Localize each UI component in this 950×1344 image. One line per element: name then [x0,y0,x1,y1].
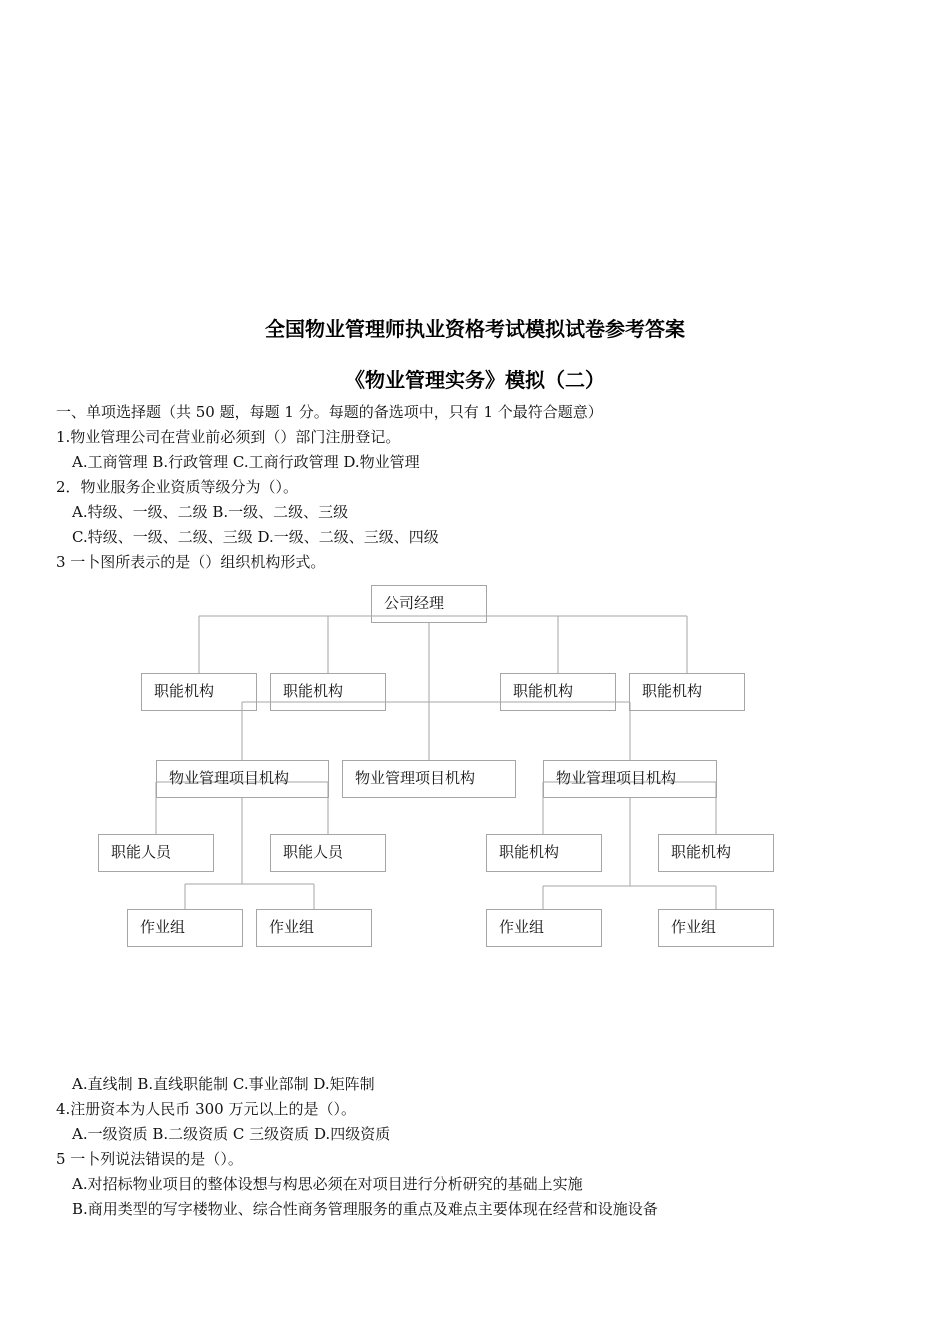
org-box-functional-unit-1: 职能机构 [141,673,257,711]
org-box-staff-1: 职能人员 [98,834,214,872]
org-box-project-2: 物业管理项目机构 [342,760,516,798]
org-box-company-manager: 公司经理 [371,585,487,623]
org-box-work-group-4: 作业组 [658,909,774,947]
question-2-stem: 2．物业服务企业资质等级分为（）。 [56,478,299,496]
org-box-work-group-3: 作业组 [486,909,602,947]
question-4-options: A.一级资质 B.二级资质 C 三级资质 D.四级资质 [72,1125,391,1143]
question-3-options: A.直线制 B.直线职能制 C.事业部制 D.矩阵制 [72,1075,375,1093]
org-box-staff-2: 职能人员 [270,834,386,872]
org-box-functional-unit-2: 职能机构 [270,673,386,711]
question-2-options-line-2: C.特级、一级、二级、三级 D.一级、二级、三级、四级 [72,528,439,546]
document-subtitle: 《物业管理实务》模拟（二） [345,368,605,392]
org-box-functional-unit-4: 职能机构 [629,673,745,711]
question-1-options: A.工商管理 B.行政管理 C.工商行政管理 D.物业管理 [72,453,420,471]
org-box-work-group-1: 作业组 [127,909,243,947]
org-box-functional-unit-6: 职能机构 [658,834,774,872]
org-box-project-1: 物业管理项目机构 [156,760,329,798]
document-title: 全国物业管理师执业资格考试模拟试卷参考答案 [265,317,685,341]
question-3-stem: 3 一卜图所表示的是（）组织机构形式。 [56,553,326,571]
org-box-project-3: 物业管理项目机构 [543,760,717,798]
org-box-functional-unit-5: 职能机构 [486,834,602,872]
question-5-option-a: A.对招标物业项目的整体设想与构思必须在对项目进行分析研究的基础上实施 [72,1175,583,1193]
question-5-stem: 5 一卜列说法错误的是（）。 [56,1150,243,1168]
question-1-stem: 1.物业管理公司在营业前必须到（）部门注册登记。 [56,428,401,446]
question-2-options-line-1: A.特级、一级、二级 B.一级、二级、三级 [72,503,349,521]
org-box-work-group-2: 作业组 [256,909,372,947]
question-5-option-b: B.商用类型的写字楼物业、综合性商务管理服务的重点及难点主要体现在经营和设施设备 [72,1200,658,1218]
org-box-functional-unit-3: 职能机构 [500,673,616,711]
question-4-stem: 4.注册资本为人民币 300 万元以上的是（）。 [56,1100,356,1118]
section-heading: 一、单项选择题（共 50 题，每题 1 分。每题的备选项中，只有 1 个最符合题意） [56,403,603,421]
